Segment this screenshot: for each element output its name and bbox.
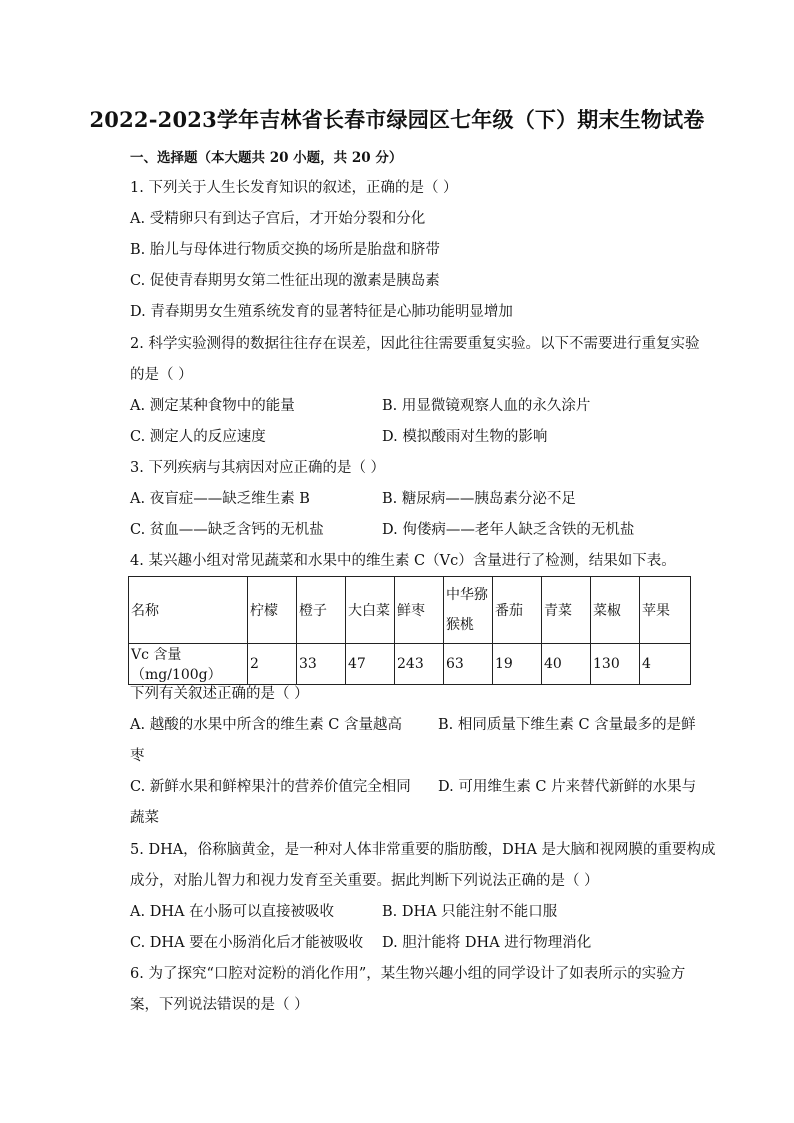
table-row: [129, 644, 691, 685]
table-cell: 番茄: [493, 577, 542, 644]
section-heading: 一、选择题（本大题共 20 小题，共 20 分）: [130, 150, 403, 166]
question-3-option-b: B. 糖尿病——胰岛素分泌不足: [382, 491, 576, 507]
question-4-option-b: B. 相同质量下维生素 C 含量最多的是鲜: [438, 717, 696, 733]
table-cell: 19: [493, 644, 542, 685]
table-row: [129, 577, 691, 644]
question-4-option-c: C. 新鲜水果和鲜榨果汁的营养价值完全相同: [130, 779, 411, 795]
table-cell: 33: [297, 644, 346, 685]
table-header-cell: Vc 含量（mg/100g）: [129, 644, 248, 685]
question-4-option-a: A. 越酸的水果中所含的维生素 C 含量越高: [130, 717, 403, 733]
table-cell: 130: [591, 644, 640, 685]
table-cell: 青菜: [542, 577, 591, 644]
table-cell: 40: [542, 644, 591, 685]
question-5-stem-line2: 成分，对胎儿智力和视力发育至关重要。据此判断下列说法正确的是（ ）: [130, 873, 599, 889]
vitamin-c-table: [128, 576, 691, 685]
question-3-stem: 3. 下列疾病与其病因对应正确的是（ ）: [130, 460, 386, 476]
question-4-stem: 4. 某兴趣小组对常见蔬菜和水果中的维生素 C（Vc）含量进行了检测，结果如下表。: [130, 553, 676, 569]
question-2-option-a: A. 测定某种食物中的能量: [130, 398, 295, 414]
question-1-option-b: B. 胎儿与母体进行物质交换的场所是胎盘和脐带: [130, 242, 440, 258]
table-cell: 2: [248, 644, 297, 685]
table-cell: 63: [444, 644, 493, 685]
question-2-option-b: B. 用显微镜观察人血的永久涂片: [382, 398, 591, 414]
question-3-option-c: C. 贫血——缺乏含钙的无机盐: [130, 522, 324, 538]
question-4-option-d: D. 可用维生素 C 片来替代新鲜的水果与: [438, 779, 697, 795]
question-2-stem-line2: 的是（ ）: [130, 367, 193, 383]
table-cell: 中华猕猴桃: [444, 577, 493, 644]
question-4-option-b-wrap: 枣: [130, 748, 145, 764]
question-1-option-a: A. 受精卵只有到达子宫后，才开始分裂和分化: [130, 211, 426, 227]
question-1-option-d: D. 青春期男女生殖系统发育的显著特征是心肺功能明显增加: [130, 304, 513, 320]
question-6-stem-line1: 6. 为了探究“口腔对淀粉的消化作用”，某生物兴趣小组的同学设计了如表所示的实验方: [130, 966, 686, 982]
question-2-option-c: C. 测定人的反应速度: [130, 429, 266, 445]
question-1-stem: 1. 下列关于人生长发育知识的叙述，正确的是（ ）: [130, 180, 458, 196]
table-cell: 243: [395, 644, 444, 685]
question-4-option-d-wrap: 蔬菜: [130, 810, 159, 826]
table-cell: 大白菜: [346, 577, 395, 644]
table-cell: 菜椒: [591, 577, 640, 644]
exam-title: 2022-2023学年吉林省长春市绿园区七年级（下）期末生物试卷: [89, 107, 705, 132]
table-cell: 47: [346, 644, 395, 685]
table-cell: 苹果: [640, 577, 691, 644]
table-cell: 鲜枣: [395, 577, 444, 644]
question-4-after-table: 下列有关叙述正确的是（ ）: [130, 686, 309, 702]
question-5-option-a: A. DHA 在小肠可以直接被吸收: [130, 904, 335, 920]
question-5-stem-line1: 5. DHA，俗称脑黄金，是一种对人体非常重要的脂肪酸，DHA 是大脑和视网膜的重要构成: [130, 842, 716, 858]
question-5-option-c: C. DHA 要在小肠消化后才能被吸收: [130, 935, 364, 951]
question-1-option-c: C. 促使青春期男女第二性征出现的激素是胰岛素: [130, 273, 440, 289]
table-header-cell: 名称: [129, 577, 248, 644]
table-cell: 柠檬: [248, 577, 297, 644]
question-3-option-a: A. 夜盲症——缺乏维生素 B: [130, 491, 310, 507]
question-2-option-d: D. 模拟酸雨对生物的影响: [382, 429, 548, 445]
table-cell: 橙子: [297, 577, 346, 644]
table-cell: 4: [640, 644, 691, 685]
question-5-option-d: D. 胆汁能将 DHA 进行物理消化: [382, 935, 592, 951]
question-2-stem-line1: 2. 科学实验测得的数据往往存在误差，因此往往需要重复实验。以下不需要进行重复实验: [130, 336, 700, 352]
question-3-option-d: D. 佝偻病——老年人缺乏含铁的无机盐: [382, 522, 635, 538]
question-5-option-b: B. DHA 只能注射不能口服: [382, 904, 558, 920]
question-6-stem-line2: 案，下列说法错误的是（ ）: [130, 997, 309, 1013]
